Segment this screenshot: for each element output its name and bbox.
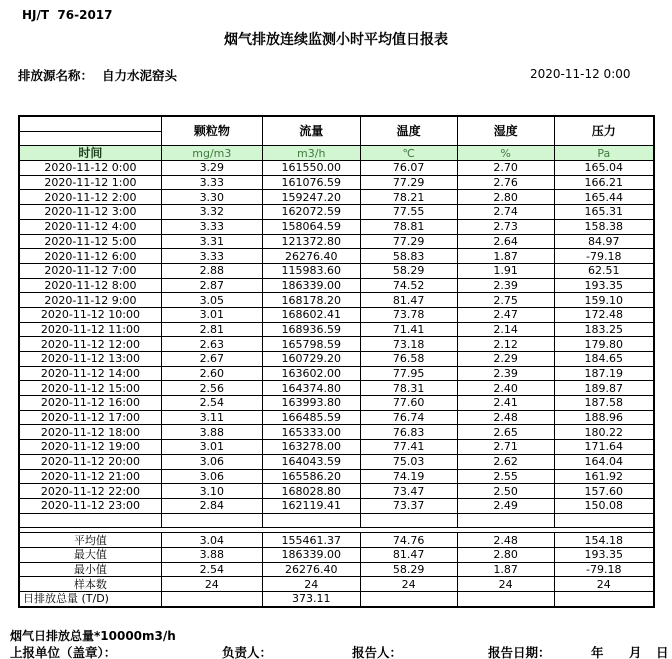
time-cell: 2020-11-12 22:00 — [19, 484, 161, 499]
value-cell: 2.67 — [161, 352, 262, 367]
value-cell: 186339.00 — [262, 278, 360, 293]
page-title: 烟气排放连续监测小时平均值日报表 — [224, 32, 448, 48]
value-cell: 2.39 — [457, 366, 554, 381]
hourly-data-row — [19, 278, 654, 293]
value-cell: 3.33 — [161, 219, 262, 234]
hourly-data-row — [19, 307, 654, 322]
value-cell: 2.81 — [161, 322, 262, 337]
value-cell: 2.29 — [457, 352, 554, 367]
hourly-data-row — [19, 454, 654, 469]
value-cell: 3.33 — [161, 249, 262, 264]
summary-value-cell — [161, 592, 262, 607]
value-cell: 165.04 — [554, 161, 654, 176]
value-cell: 3.88 — [161, 425, 262, 440]
summary-value-cell: 3.88 — [161, 547, 262, 562]
value-cell: 77.29 — [360, 234, 457, 249]
value-cell: 160729.20 — [262, 352, 360, 367]
value-cell: 71.41 — [360, 322, 457, 337]
col-header-temperature: 温度 — [360, 116, 457, 146]
value-cell: 26276.40 — [262, 249, 360, 264]
hourly-data-row — [19, 234, 654, 249]
summary-value-cell: 58.29 — [360, 562, 457, 577]
time-cell: 2020-11-12 2:00 — [19, 190, 161, 205]
value-cell: 3.31 — [161, 234, 262, 249]
summary-row — [19, 562, 654, 577]
value-cell: 73.37 — [360, 498, 457, 513]
value-cell: 2.63 — [161, 337, 262, 352]
summary-value-cell — [360, 592, 457, 607]
time-cell: 2020-11-12 9:00 — [19, 293, 161, 308]
time-header-spacer-bottom — [19, 131, 161, 146]
value-cell: 2.65 — [457, 425, 554, 440]
value-cell: 179.80 — [554, 337, 654, 352]
value-cell: 1.87 — [457, 249, 554, 264]
col-header-humidity: 湿度 — [457, 116, 554, 146]
empty-cell — [161, 513, 262, 528]
value-cell: 2.49 — [457, 498, 554, 513]
time-cell: 2020-11-12 19:00 — [19, 440, 161, 455]
value-cell: 2.87 — [161, 278, 262, 293]
value-cell: 2.76 — [457, 175, 554, 190]
value-cell: 58.29 — [360, 263, 457, 278]
time-cell: 2020-11-12 10:00 — [19, 307, 161, 322]
hourly-data-row — [19, 263, 654, 278]
value-cell: 84.97 — [554, 234, 654, 249]
hourly-data-row — [19, 322, 654, 337]
value-cell: 189.87 — [554, 381, 654, 396]
value-cell: 165.31 — [554, 205, 654, 220]
value-cell: 166.21 — [554, 175, 654, 190]
value-cell: 166485.59 — [262, 410, 360, 425]
summary-label-cell: 平均值 — [19, 533, 161, 548]
value-cell: 183.25 — [554, 322, 654, 337]
time-cell: 2020-11-12 16:00 — [19, 396, 161, 411]
value-cell: 3.06 — [161, 469, 262, 484]
value-cell: 73.47 — [360, 484, 457, 499]
time-cell: 2020-11-12 23:00 — [19, 498, 161, 513]
summary-row — [19, 577, 654, 592]
value-cell: 76.74 — [360, 410, 457, 425]
hourly-data-row — [19, 410, 654, 425]
value-cell: 163993.80 — [262, 396, 360, 411]
value-cell: 180.22 — [554, 425, 654, 440]
time-header-spacer-top — [19, 116, 161, 131]
hourly-data-row — [19, 498, 654, 513]
time-cell: 2020-11-12 13:00 — [19, 352, 161, 367]
value-cell: 159.10 — [554, 293, 654, 308]
value-cell: 1.91 — [457, 263, 554, 278]
empty-cell — [360, 513, 457, 528]
summary-value-cell: 2.54 — [161, 562, 262, 577]
value-cell: 187.19 — [554, 366, 654, 381]
summary-value-cell: 26276.40 — [262, 562, 360, 577]
unit-particulate: mg/m3 — [161, 146, 262, 161]
value-cell: 3.05 — [161, 293, 262, 308]
value-cell: 168936.59 — [262, 322, 360, 337]
time-cell: 2020-11-12 18:00 — [19, 425, 161, 440]
value-cell: 76.83 — [360, 425, 457, 440]
value-cell: 163602.00 — [262, 366, 360, 381]
value-cell: 162072.59 — [262, 205, 360, 220]
time-cell: 2020-11-12 15:00 — [19, 381, 161, 396]
value-cell: 2.56 — [161, 381, 262, 396]
summary-label-cell: 最小值 — [19, 562, 161, 577]
summary-value-cell: 193.35 — [554, 547, 654, 562]
hourly-data-row — [19, 396, 654, 411]
value-cell: 75.03 — [360, 454, 457, 469]
value-cell: 3.32 — [161, 205, 262, 220]
reporter-label: 报告人： — [352, 645, 403, 659]
summary-label-cell: 日排放总量 (T/D) — [19, 592, 161, 607]
value-cell: 78.31 — [360, 381, 457, 396]
value-cell: 2.47 — [457, 307, 554, 322]
time-cell: 2020-11-12 5:00 — [19, 234, 161, 249]
value-cell: 2.64 — [457, 234, 554, 249]
summary-value-cell: 24 — [554, 577, 654, 592]
hourly-data-row — [19, 161, 654, 176]
hourly-data-row — [19, 205, 654, 220]
hourly-data-row — [19, 469, 654, 484]
value-cell: 165586.20 — [262, 469, 360, 484]
time-cell: 2020-11-12 6:00 — [19, 249, 161, 264]
value-cell: 3.29 — [161, 161, 262, 176]
value-cell: 78.21 — [360, 190, 457, 205]
value-cell: 165798.59 — [262, 337, 360, 352]
empty-cell — [19, 513, 161, 528]
value-cell: 58.83 — [360, 249, 457, 264]
hourly-data-row — [19, 440, 654, 455]
value-cell: 77.55 — [360, 205, 457, 220]
report-date-label: 报告日期： — [488, 645, 551, 659]
value-cell: 3.30 — [161, 190, 262, 205]
summary-value-cell: 2.48 — [457, 533, 554, 548]
summary-value-cell: 24 — [262, 577, 360, 592]
summary-value-cell: 155461.37 — [262, 533, 360, 548]
value-cell: -79.18 — [554, 249, 654, 264]
value-cell: 161.92 — [554, 469, 654, 484]
report-datetime: 2020-11-12 0:00 — [530, 67, 631, 81]
hourly-data-row — [19, 190, 654, 205]
unit-flow: m3/h — [262, 146, 360, 161]
value-cell: 162119.41 — [262, 498, 360, 513]
year-label: 年 — [591, 645, 604, 659]
hourly-data-row — [19, 352, 654, 367]
summary-value-cell — [457, 592, 554, 607]
pollutant-header-row — [19, 116, 654, 131]
value-cell: 164.04 — [554, 454, 654, 469]
value-cell: 161076.59 — [262, 175, 360, 190]
reporting-unit-label: 上报单位（盖章）： — [10, 645, 117, 659]
empty-cell — [262, 513, 360, 528]
unit-header-row — [19, 146, 654, 161]
time-cell: 2020-11-12 17:00 — [19, 410, 161, 425]
summary-value-cell: 81.47 — [360, 547, 457, 562]
standard-code: HJ/T 76-2017 — [22, 8, 113, 22]
value-cell: 76.07 — [360, 161, 457, 176]
value-cell: 3.01 — [161, 307, 262, 322]
summary-value-cell — [554, 592, 654, 607]
value-cell: 2.40 — [457, 381, 554, 396]
hourly-data-row — [19, 425, 654, 440]
value-cell: 164374.80 — [262, 381, 360, 396]
time-cell: 2020-11-12 14:00 — [19, 366, 161, 381]
value-cell: 161550.00 — [262, 161, 360, 176]
summary-value-cell: 24 — [161, 577, 262, 592]
value-cell: 2.39 — [457, 278, 554, 293]
summary-value-cell: 154.18 — [554, 533, 654, 548]
value-cell: 62.51 — [554, 263, 654, 278]
value-cell: 3.01 — [161, 440, 262, 455]
time-cell: 2020-11-12 11:00 — [19, 322, 161, 337]
value-cell: 171.64 — [554, 440, 654, 455]
hourly-data-row — [19, 219, 654, 234]
unit-pressure: Pa — [554, 146, 654, 161]
value-cell: 81.47 — [360, 293, 457, 308]
value-cell: 73.78 — [360, 307, 457, 322]
value-cell: 2.84 — [161, 498, 262, 513]
value-cell: 2.71 — [457, 440, 554, 455]
hourly-average-table — [18, 115, 655, 608]
summary-row — [19, 547, 654, 562]
responsible-person-label: 负责人： — [222, 645, 273, 659]
summary-value-cell: 373.11 — [262, 592, 360, 607]
value-cell: 77.60 — [360, 396, 457, 411]
value-cell: 2.80 — [457, 190, 554, 205]
summary-value-cell: 24 — [360, 577, 457, 592]
value-cell: 2.48 — [457, 410, 554, 425]
time-cell: 2020-11-12 20:00 — [19, 454, 161, 469]
value-cell: 164043.59 — [262, 454, 360, 469]
time-cell: 2020-11-12 1:00 — [19, 175, 161, 190]
value-cell: 150.08 — [554, 498, 654, 513]
value-cell: 172.48 — [554, 307, 654, 322]
emission-source-label: 排放源名称： — [18, 68, 94, 83]
summary-value-cell: 3.04 — [161, 533, 262, 548]
time-cell: 2020-11-12 4:00 — [19, 219, 161, 234]
value-cell: 3.10 — [161, 484, 262, 499]
value-cell: 2.74 — [457, 205, 554, 220]
unit-temperature: ℃ — [360, 146, 457, 161]
summary-value-cell: 24 — [457, 577, 554, 592]
value-cell: 2.73 — [457, 219, 554, 234]
value-cell: 3.11 — [161, 410, 262, 425]
summary-row — [19, 592, 654, 607]
value-cell: 77.95 — [360, 366, 457, 381]
value-cell: 2.14 — [457, 322, 554, 337]
value-cell: 2.70 — [457, 161, 554, 176]
value-cell: 76.58 — [360, 352, 457, 367]
hourly-data-row — [19, 175, 654, 190]
time-cell: 2020-11-12 3:00 — [19, 205, 161, 220]
summary-value-cell: 186339.00 — [262, 547, 360, 562]
emission-source-name: 自力水泥窑头 — [102, 68, 178, 83]
value-cell: 77.41 — [360, 440, 457, 455]
value-cell: 163278.00 — [262, 440, 360, 455]
value-cell: 3.33 — [161, 175, 262, 190]
col-header-flow: 流量 — [262, 116, 360, 146]
value-cell: 158064.59 — [262, 219, 360, 234]
value-cell: 2.54 — [161, 396, 262, 411]
time-cell: 2020-11-12 8:00 — [19, 278, 161, 293]
value-cell: 74.52 — [360, 278, 457, 293]
day-label: 日 — [656, 645, 669, 659]
value-cell: 188.96 — [554, 410, 654, 425]
value-cell: 2.60 — [161, 366, 262, 381]
summary-value-cell: 74.76 — [360, 533, 457, 548]
value-cell: 165.44 — [554, 190, 654, 205]
value-cell: 2.41 — [457, 396, 554, 411]
summary-row — [19, 533, 654, 548]
value-cell: 158.38 — [554, 219, 654, 234]
value-cell: 168178.20 — [262, 293, 360, 308]
time-header: 时间 — [19, 146, 161, 161]
blank-row — [19, 513, 654, 528]
value-cell: 2.55 — [457, 469, 554, 484]
time-cell: 2020-11-12 0:00 — [19, 161, 161, 176]
hourly-data-row — [19, 337, 654, 352]
hourly-data-row — [19, 366, 654, 381]
value-cell: 187.58 — [554, 396, 654, 411]
value-cell: 78.81 — [360, 219, 457, 234]
value-cell: 121372.80 — [262, 234, 360, 249]
value-cell: 168602.41 — [262, 307, 360, 322]
value-cell: 2.62 — [457, 454, 554, 469]
value-cell: 2.88 — [161, 263, 262, 278]
value-cell: 74.19 — [360, 469, 457, 484]
value-cell: 193.35 — [554, 278, 654, 293]
summary-value-cell: -79.18 — [554, 562, 654, 577]
unit-humidity: % — [457, 146, 554, 161]
value-cell: 77.29 — [360, 175, 457, 190]
col-header-pressure: 压力 — [554, 116, 654, 146]
empty-cell — [457, 513, 554, 528]
value-cell: 115983.60 — [262, 263, 360, 278]
value-cell: 3.06 — [161, 454, 262, 469]
time-cell: 2020-11-12 12:00 — [19, 337, 161, 352]
col-header-particulate: 颗粒物 — [161, 116, 262, 146]
flow-total-note: 烟气日排放总量*10000m3/h — [10, 629, 176, 643]
value-cell: 168028.80 — [262, 484, 360, 499]
value-cell: 184.65 — [554, 352, 654, 367]
hourly-data-row — [19, 381, 654, 396]
hourly-data-row — [19, 293, 654, 308]
value-cell: 159247.20 — [262, 190, 360, 205]
value-cell: 2.75 — [457, 293, 554, 308]
summary-value-cell: 2.80 — [457, 547, 554, 562]
value-cell: 73.18 — [360, 337, 457, 352]
value-cell: 2.50 — [457, 484, 554, 499]
value-cell: 165333.00 — [262, 425, 360, 440]
time-cell: 2020-11-12 7:00 — [19, 263, 161, 278]
value-cell: 157.60 — [554, 484, 654, 499]
month-label: 月 — [629, 645, 642, 659]
empty-cell — [554, 513, 654, 528]
summary-label-cell: 最大值 — [19, 547, 161, 562]
summary-label-cell: 样本数 — [19, 577, 161, 592]
summary-value-cell: 1.87 — [457, 562, 554, 577]
value-cell: 2.12 — [457, 337, 554, 352]
hourly-data-row — [19, 249, 654, 264]
hourly-data-row — [19, 484, 654, 499]
time-cell: 2020-11-12 21:00 — [19, 469, 161, 484]
